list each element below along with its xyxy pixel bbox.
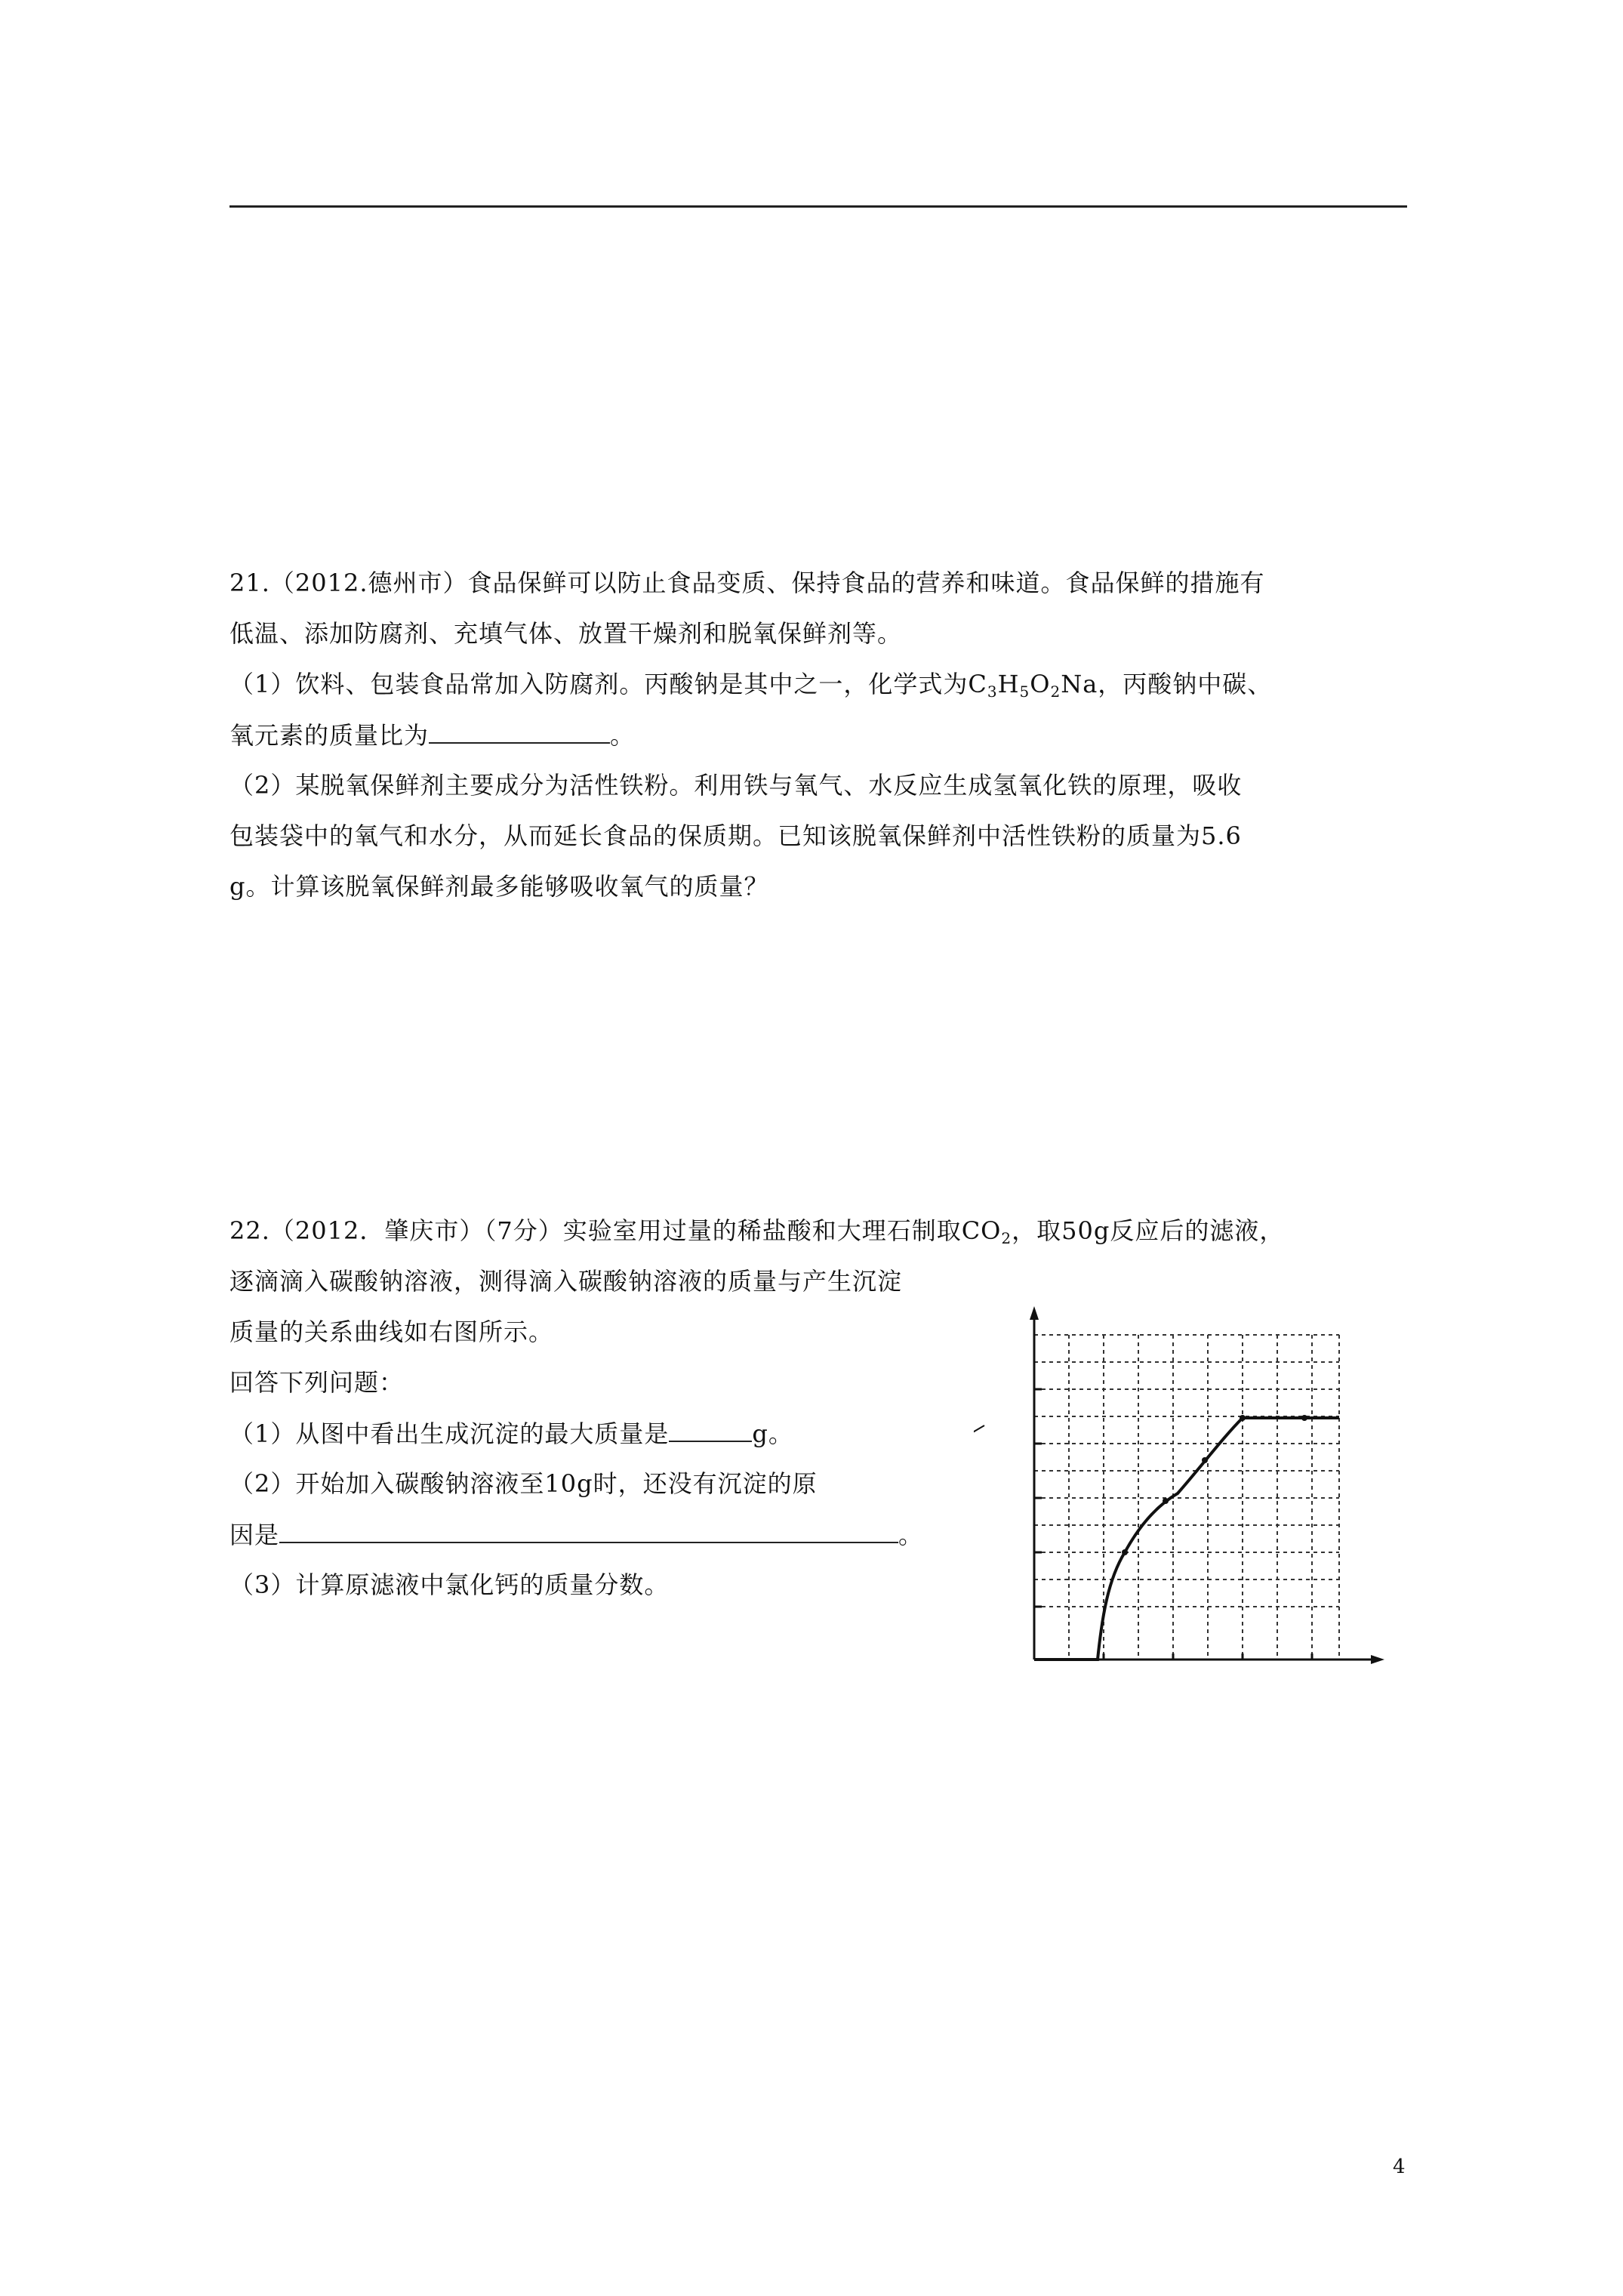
q22-sub-3: （3）计算原滤液中氯化钙的质量分数。 [229, 1570, 670, 1599]
q22-sub-2-line-2: 因是 。 [229, 1521, 924, 1549]
q21-part2-line-3: g。计算该脱氧保鲜剂最多能够吸收氧气的质量？ [229, 872, 769, 901]
q21-part1-line-1: （1）饮料、包装食品常加入防腐剂。丙酸钠是其中之一，化学式为$C_3H_5O_2Na$，丙酸钠中碳、 [229, 670, 1273, 701]
x-axis-arrow [1371, 1655, 1384, 1664]
dashed-grid [1034, 1335, 1339, 1660]
q22-line-1: 22.（2012．肇庆市）（7分）实验室用过量的稀盐酸和大理石制取$CO_2$，取50g反应后的滤液， [229, 1216, 1285, 1247]
curve-point [1122, 1549, 1128, 1555]
q21-line-2: 低温、添加防腐剂、充填气体、放置干燥剂和脱氧保鲜剂等。 [229, 619, 903, 648]
q22-sub-2-line-1: （2）开始加入碳酸钠溶液至10g时，还没有沉淀的原 [229, 1469, 818, 1498]
q21-line-1: 21.（2012.德州市）食品保鲜可以防止食品变质、保持食品的营养和味道。食品保鲜的措施有 [229, 569, 1265, 597]
curve-point [1202, 1457, 1208, 1463]
curve-point [1301, 1415, 1307, 1421]
precipitate-curve-figure [974, 1299, 1397, 1676]
stray-mark [974, 1425, 984, 1436]
q21-part1-line-2: 氧元素的质量比为 。 [229, 721, 636, 750]
q22-line-2: 逐滴滴入碳酸钠溶液，测得滴入碳酸钠溶液的质量与产生沉淀 [229, 1267, 903, 1296]
y-axis-arrow [1030, 1306, 1039, 1320]
header-rule [229, 205, 1407, 208]
chemical-formula: $C_3H_5O_2Na$ [968, 670, 1098, 701]
curve-point [1163, 1498, 1169, 1504]
precipitate-curve [1034, 1418, 1339, 1660]
answer-blank[interactable] [429, 720, 610, 744]
q22-sub-1: （1）从图中看出生成沉淀的最大质量是 g。 [229, 1419, 793, 1448]
curve-point [1240, 1415, 1246, 1421]
curve-points [1122, 1415, 1307, 1555]
page-number: 4 [1393, 2156, 1406, 2178]
answer-blank[interactable] [669, 1418, 752, 1442]
q22-line-4: 回答下列问题： [229, 1368, 405, 1397]
q21-part1-text: （1）饮料、包装食品常加入防腐剂。丙酸钠是其中之一，化学式为 [229, 670, 969, 698]
q21-part2-line-2: 包装袋中的氧气和水分，从而延长食品的保质期。已知该脱氧保鲜剂中活性铁粉的质量为5.6 [229, 821, 1242, 850]
answer-blank[interactable] [279, 1519, 898, 1543]
q21-part2-line-1: （2）某脱氧保鲜剂主要成分为活性铁粉。利用铁与氧气、水反应生成氢氧化铁的原理，吸收 [229, 771, 1243, 800]
q22-line-3: 质量的关系曲线如右图所示。 [229, 1318, 554, 1346]
